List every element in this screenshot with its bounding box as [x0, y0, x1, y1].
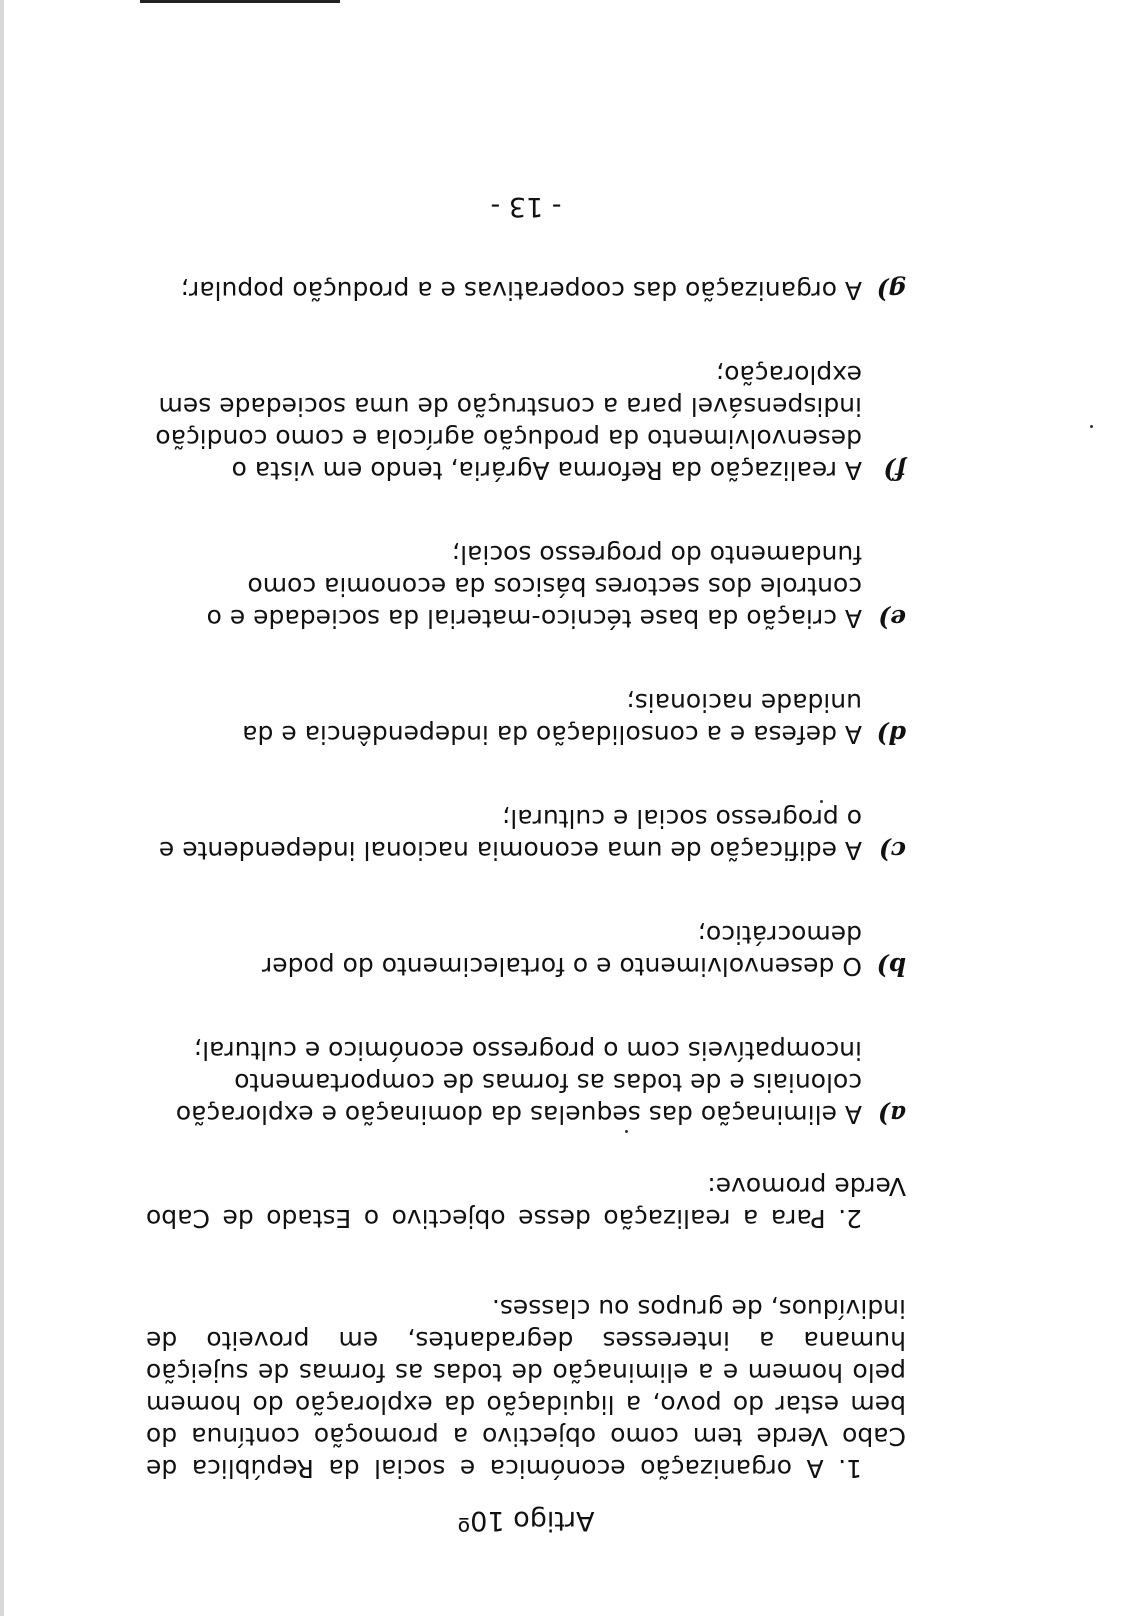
item-letter: b): [876, 952, 906, 981]
page-number: - 13 -: [490, 191, 562, 222]
article-title: Artigo 10º: [457, 1505, 595, 1536]
item-letter: g): [876, 276, 906, 305]
list-item-e: [146, 538, 906, 634]
item-letter: c): [878, 836, 906, 865]
item-text: A edificação de uma economia nacional independente e o progresso social e cultural;: [158, 804, 862, 865]
item-text: A realização da Reforma Agrária, tendo em vista o desenvolvimento da produção agrícola e como condição indispensável para a construção de uma sociedade sem exploração;: [155, 360, 862, 485]
item-letter: f): [883, 456, 906, 485]
list-item-b: [146, 918, 906, 982]
list-item-a: [146, 1034, 906, 1130]
paragraph-2: 2. Para a realização desse objectivo o Estado de Cabo Verde promove:: [146, 1172, 906, 1233]
list-item-f: [146, 358, 906, 486]
item-text: A eliminação das sequelas da dominação e exploração coloniais e de todas as formas de comportamento incompatíveis com o progresso económico e cultural;: [175, 1036, 862, 1129]
paragraph-1: 1. A organização económica e social da República de Cabo Verde tem como objectivo a promoção contínua do bem estar do povo, a liquidação da exploração do homem pelo homem e a eliminação de todas as formas de sujeição humana a interesses degradantes, em proveito de indivíduos, de grupos ou classes.: [146, 1294, 906, 1483]
item-letter: a): [877, 1100, 906, 1129]
list-item-d: [146, 686, 906, 750]
item-text: O desenvolvimento e o fortalecimento do poder democrático;: [261, 920, 862, 981]
list-item-c: [146, 802, 906, 866]
item-text: A defesa e a consolidação da independência e da unidade nacionais;: [242, 688, 862, 749]
item-letter: e): [878, 604, 906, 633]
item-letter: d): [876, 720, 906, 749]
article-body: [146, 190, 906, 1536]
list-item-g: [146, 274, 906, 306]
item-text: A criação da base técnico-material da sociedade e o controle dos sectores básicos da economia como fundamento do progresso social;: [206, 540, 862, 633]
item-text: A organização das cooperativas e a produção popular;: [180, 276, 862, 305]
